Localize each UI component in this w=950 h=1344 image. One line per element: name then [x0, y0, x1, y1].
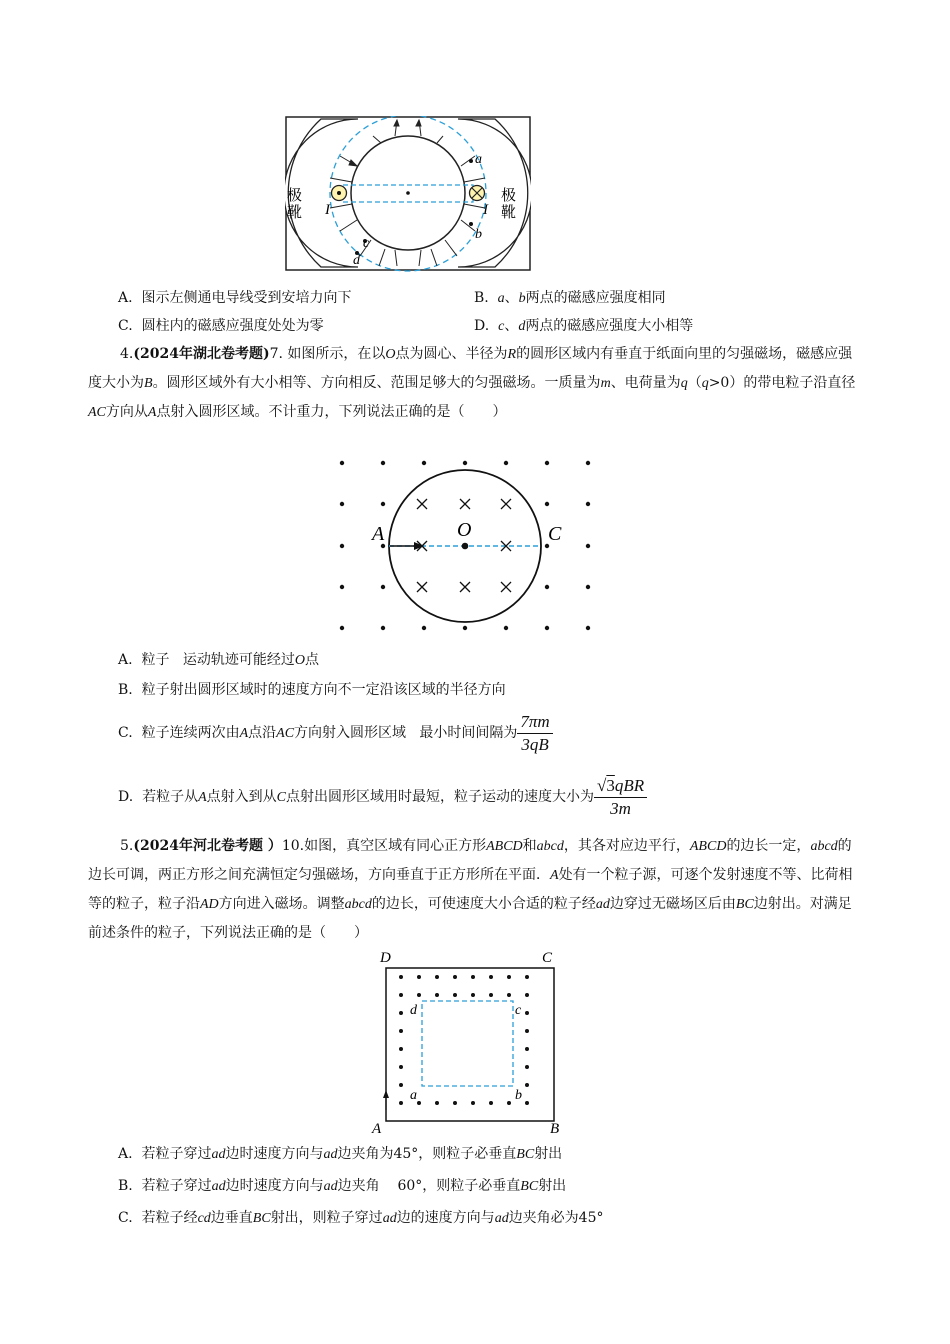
corner-c-label: c: [515, 1003, 522, 1018]
field-dot: [525, 1065, 529, 1069]
field-dot: [545, 502, 549, 506]
corner-A-label: A: [372, 1121, 382, 1136]
corner-C-label: C: [542, 950, 553, 966]
field-dot: [453, 975, 457, 979]
field-dot: [399, 1065, 403, 1069]
field-dot: [417, 975, 421, 979]
field-dot: [471, 1101, 475, 1105]
var-c: c: [498, 319, 505, 334]
question-number: 4.: [120, 346, 134, 362]
field-dot: [340, 502, 344, 506]
var-d: d: [518, 319, 526, 334]
q4-option-a[interactable]: A. 粒子 运动轨迹可能经过O点: [118, 652, 319, 668]
corner-B-label: B: [550, 1121, 560, 1136]
field-dot: [504, 626, 508, 630]
separator: 、: [504, 318, 519, 334]
field-dot: [399, 1047, 403, 1051]
field-dot: [453, 993, 457, 997]
option-text: 图示左侧通电导线受到安培力向下: [141, 290, 352, 306]
field-dot: [471, 993, 475, 997]
point-c-label: c: [363, 236, 370, 251]
q5-option-b[interactable]: B. 若粒子穿过ad边时速度方向与ad边夹角 60°，则粒子必垂直BC射出: [118, 1178, 567, 1194]
q4-stem: 4.(2024年湖北卷考题)7. 如图所示，在以O点为圆心、半径为R的圆形区域内有垂直于纸面向里的匀强磁场，磁感应强度大小为B。圆形区域外有大小相等、方向相反、范围足够大的匀强磁场。一质量为m、电荷量为q（q>0）的带电粒子沿直径AC方向从A点射入圆形区域。不计重力，下列说法正确的是（ ）: [88, 346, 856, 420]
option-letter: A.: [118, 290, 133, 306]
q5-option-c[interactable]: C. 若粒子经cd边垂直BC射出，则粒子穿过ad边的速度方向与ad边夹角必为45°: [118, 1210, 604, 1226]
field-dot: [489, 993, 493, 997]
field-dot: [399, 975, 403, 979]
q4-option-c[interactable]: C. 粒子连续两次由A点沿AC方向射入圆形区域 最小时间间隔为 $\frac{7\pi m}{3qB}$: [118, 708, 553, 759]
pole-label-left: 极靴: [285, 187, 301, 221]
field-cross: [460, 499, 470, 509]
question-source: (2024年河北卷考题 ）: [133, 838, 282, 854]
magnet-pole-figure: [285, 116, 531, 272]
field-cross: [417, 499, 427, 509]
field-dot: [422, 461, 426, 465]
field-dot: [545, 626, 549, 630]
option-letter: B.: [474, 290, 489, 306]
field-dot: [399, 1101, 403, 1105]
field-dot: [340, 544, 344, 548]
corner-d-label: d: [410, 1003, 417, 1018]
q3-option-b[interactable]: [474, 288, 666, 309]
field-dot: [525, 975, 529, 979]
var-a: a: [497, 291, 505, 306]
field-dot: [381, 502, 385, 506]
field-dot: [435, 975, 439, 979]
var-b: b: [518, 291, 526, 306]
field-dot: [417, 993, 421, 997]
field-dot: [586, 626, 590, 630]
field-dot: [399, 1083, 403, 1087]
question-sub-number: 7.: [269, 346, 283, 362]
field-dot: [435, 993, 439, 997]
option-letter: C.: [118, 318, 133, 334]
field-dot: [545, 461, 549, 465]
field-dot: [507, 993, 511, 997]
q3-option-c[interactable]: [118, 316, 324, 336]
field-dot: [340, 585, 344, 589]
field-dot: [507, 975, 511, 979]
current-label-right: I: [483, 202, 488, 218]
separator: 、: [504, 290, 519, 306]
field-cross: [417, 582, 427, 592]
field-dot: [463, 461, 467, 465]
option-text: 两点的磁感应强度相同: [525, 290, 666, 306]
q5-stem: 5.(2024年河北卷考题 ）10.如图，真空区域有同心正方形ABCD和abcd，其各对应边平行，ABCD的边长一定，abcd的边长可调，两正方形之间充满恒定匀强磁场，方向垂直于正方形所在平面．A处有一个粒子源，可逐个发射速度不等、比荷相等的粒子，粒子沿AD方向进入磁场。调整abcd的边长，可使速度大小合适的粒子经ad边穿过无磁场区后由BC边射出。对满足前述条件的粒子，下列说法正确的是（ ）: [88, 838, 853, 941]
fraction-7pim-3qB: $\frac{7\pi m}{3qB}$: [517, 711, 552, 756]
field-dot: [489, 1101, 493, 1105]
field-dot: [586, 585, 590, 589]
field-dot: [489, 975, 493, 979]
field-cross: [501, 499, 511, 509]
q3-option-a[interactable]: [118, 288, 351, 308]
q3-option-d[interactable]: [474, 316, 693, 337]
field-dot: [507, 1101, 511, 1105]
circle-field-figure: [330, 452, 605, 637]
field-dot: [586, 461, 590, 465]
point-b-label: b: [475, 227, 482, 242]
field-dot: [381, 585, 385, 589]
field-dot: [340, 461, 344, 465]
fraction-sqrt3qBR-3m: $\frac{\text{√3qBR}}{3m}$: [594, 775, 647, 820]
option-text: 圆柱内的磁感应强度处处为零: [141, 318, 324, 334]
field-dot: [340, 626, 344, 630]
current-label-left: I: [325, 202, 330, 218]
q4-option-d[interactable]: D. 若粒子从A点射入到从C点射出圆形区域用时最短，粒子运动的速度大小为 $\frac{\text{√3qBR}}{3m}$: [118, 770, 647, 825]
field-dot: [422, 626, 426, 630]
point-A-label: A: [372, 523, 385, 545]
field-dot: [525, 1047, 529, 1051]
field-dot: [525, 993, 529, 997]
q4-option-b[interactable]: B. 粒子射出圆形区域时的速度方向不一定沿该区域的半径方向: [118, 682, 506, 698]
corner-D-label: D: [380, 950, 391, 966]
field-dot: [381, 626, 385, 630]
field-dot: [399, 1029, 403, 1033]
field-dot: [463, 626, 467, 630]
field-dot: [453, 1101, 457, 1105]
field-dot: [471, 975, 475, 979]
corner-b-label: b: [515, 1088, 522, 1103]
point-a-label: a: [475, 152, 482, 167]
field-dot: [525, 1029, 529, 1033]
point-d-label: d: [353, 253, 360, 268]
field-dot: [504, 461, 508, 465]
field-dot: [399, 993, 403, 997]
field-cross: [460, 582, 470, 592]
field-dot: [435, 1101, 439, 1105]
point-O-label: O: [457, 519, 472, 541]
square-field-figure: [368, 944, 568, 1136]
field-dot: [586, 544, 590, 548]
question-source: (2024年湖北卷考题): [133, 346, 270, 362]
point-C-label: C: [548, 523, 562, 545]
field-dot: [417, 1101, 421, 1105]
field-cross: [501, 582, 511, 592]
pole-label-right: 极靴: [499, 187, 515, 221]
field-dot: [525, 1011, 529, 1015]
option-text: 两点的磁感应强度大小相等: [525, 318, 694, 334]
field-dot: [381, 461, 385, 465]
corner-a-label: a: [410, 1088, 417, 1103]
field-dot: [586, 502, 590, 506]
q5-option-a[interactable]: A. 若粒子穿过ad边时速度方向与ad边夹角为45°，则粒子必垂直BC射出: [118, 1146, 563, 1162]
option-letter: D.: [474, 318, 490, 334]
field-dot: [545, 585, 549, 589]
field-dot: [399, 1011, 403, 1015]
field-dot: [525, 1101, 529, 1105]
field-dot: [525, 1083, 529, 1087]
